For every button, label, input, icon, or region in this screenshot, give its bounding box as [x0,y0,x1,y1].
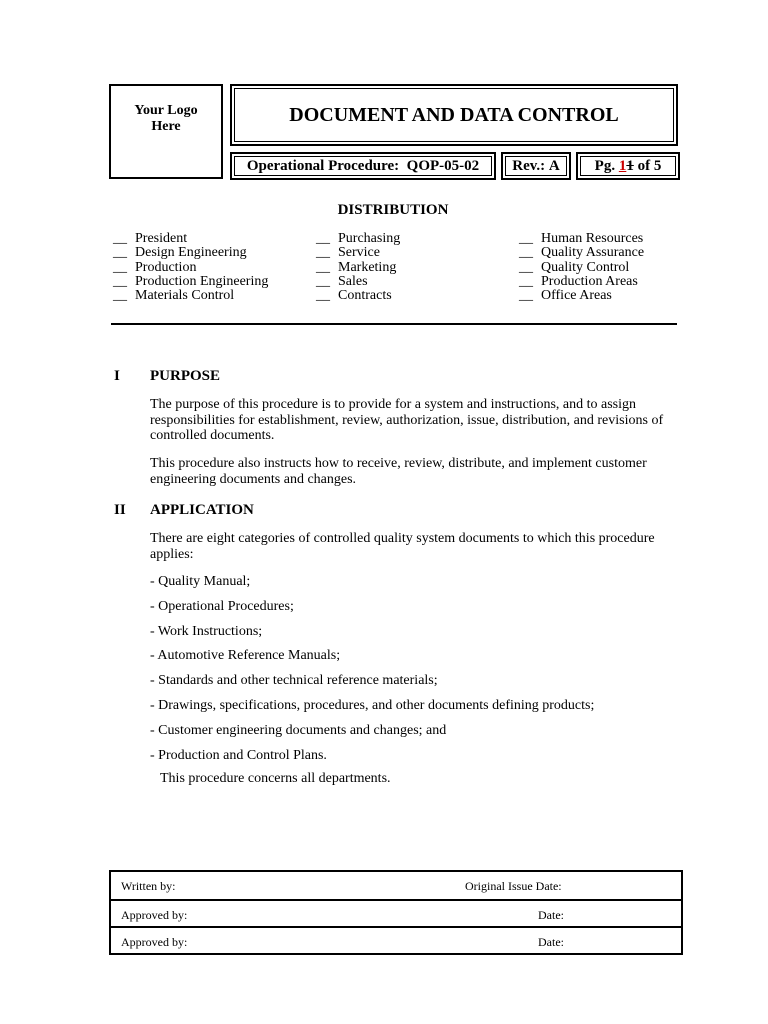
revision-box [501,152,571,180]
approved-by-row-2 [111,926,681,955]
date-label-2: Date: [538,935,564,949]
distribution-item: __ Contracts [316,288,392,304]
distribution-item: __ Production [113,259,197,275]
signature-table [109,870,683,955]
purpose-number: I [114,368,120,384]
distribution-item: __ Office Areas [519,288,612,304]
application-intro: There are eight categories of controlled quality system documents to which this procedure applies: [150,531,655,562]
page-box [576,152,680,180]
list-item: - Automotive Reference Manuals; [150,648,341,664]
page-of: of 5 [637,157,662,174]
approved-by-label-2: Approved by: [121,935,188,949]
procedure-code: QOP-05-02 [406,157,480,174]
distribution-item: __ Purchasing [316,231,401,246]
procedure-box [230,152,496,180]
date-label-1: Date: [538,908,564,922]
distribution-heading: DISTRIBUTION [337,202,449,218]
distribution-item: __ Design Engineering [113,245,247,261]
application-title: APPLICATION [150,502,254,518]
distribution-item: __ Materials Control [113,288,235,304]
distribution-item: __ Production Engineering [113,273,269,289]
section-divider [111,323,677,325]
document-title: DOCUMENT AND DATA CONTROL [289,103,619,126]
distribution-item: __ Human Resources [519,231,644,246]
logo-text-line1: Your Logo [134,103,198,118]
distribution-column-3 [519,232,644,303]
approved-by-label-1: Approved by: [121,908,188,922]
written-by-label: Written by: [121,879,176,893]
distribution-item: __ Production Areas [519,273,638,289]
purpose-paragraph-1: The purpose of this procedure is to provide for a system and instructions, and to assign responsibilities for establishment, review, authorization, issue, distribution, and revisions of controlled documents. [150,397,664,444]
application-number: II [114,502,126,518]
page-old: 1 [626,157,634,174]
distribution-item: __ Quality Assurance [519,245,645,261]
rev-label: Rev.: [512,157,546,174]
list-item: - Work Instructions; [150,623,263,639]
written-by-row [111,872,681,899]
distribution-item: __ Service [316,245,380,261]
list-item: - Standards and other technical reference materials; [150,673,438,689]
document-title-box [230,84,678,146]
original-issue-date-label: Original Issue Date: [465,879,562,893]
list-item: - Production and Control Plans. [150,747,327,763]
list-item: - Customer engineering documents and changes; and [150,722,447,738]
logo-placeholder [109,84,223,179]
distribution-column-2 [316,232,400,303]
purpose-title: PURPOSE [150,368,221,384]
purpose-paragraph-2: This procedure also instructs how to receive, review, distribute, and implement customer engineering documents and changes. [150,456,647,487]
list-item: - Drawings, specifications, procedures, and other documents defining products; [150,697,595,713]
approved-by-row-1 [111,899,681,928]
distribution-item: __ President [113,231,188,246]
page-label: Pg. [594,157,616,174]
distribution-column-1 [113,232,268,303]
document-category-list [150,574,594,772]
list-item: - Operational Procedures; [150,598,294,614]
procedure-label: Operational Procedure: [246,157,400,174]
logo-text-line2: Here [151,119,181,134]
distribution-item: __ Quality Control [519,259,630,275]
distribution-item: __ Sales [316,273,368,289]
rev-value: A [548,157,560,174]
page-current: 1 [618,157,627,174]
list-item: - Quality Manual; [150,574,251,589]
application-conclusion: This procedure concerns all departments. [160,771,391,786]
distribution-item: __ Marketing [316,259,397,275]
